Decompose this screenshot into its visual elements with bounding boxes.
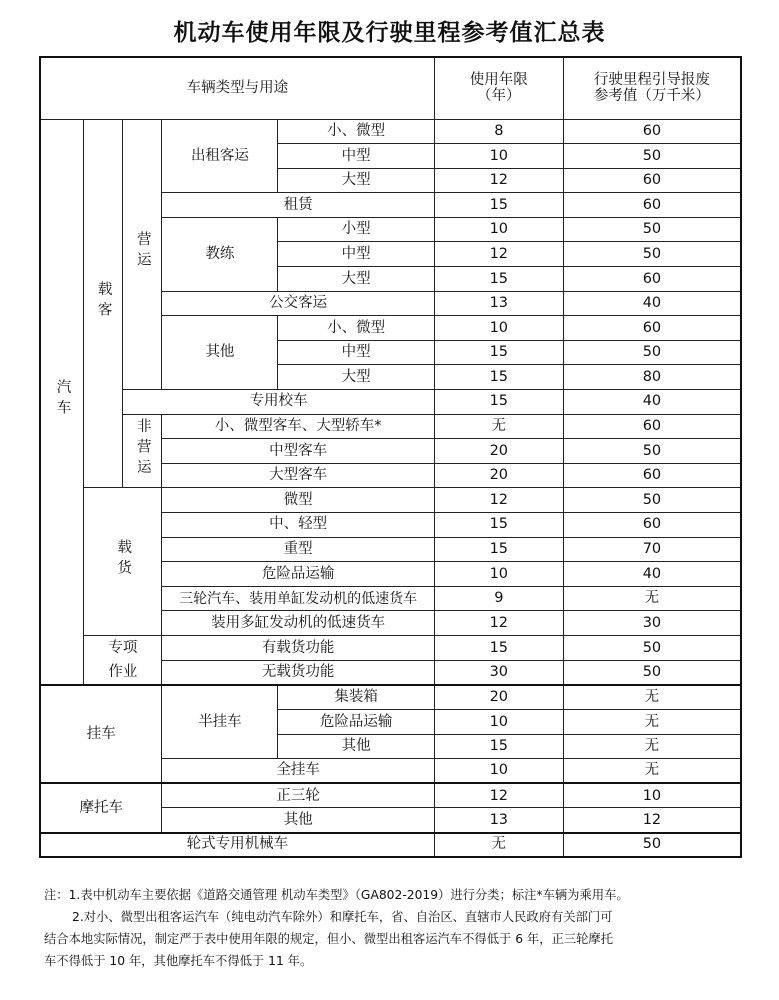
row-label: 中型: [278, 144, 434, 169]
row-label: 装用多缸发动机的低速货车: [162, 611, 434, 636]
table-row: [40, 685, 741, 710]
row-mileage: 10: [563, 783, 741, 808]
row-label: 轮式专用机械车: [40, 833, 434, 858]
row-mileage: 50: [563, 217, 741, 242]
row-label: 中型: [278, 340, 434, 365]
note-line: 结合本地实际情况，制定严于表中使用年限的规定，但小、微型出租客运汽车不得低于 6 年，正三轮摩托: [44, 932, 614, 946]
row-years: 10: [434, 759, 563, 784]
row-mileage: 50: [563, 439, 741, 464]
row-years: 10: [434, 562, 563, 587]
row-mileage: 60: [563, 414, 741, 439]
group-feiyingyun: 非营运: [123, 414, 162, 488]
row-mileage: 60: [563, 316, 741, 341]
row-mileage: 40: [563, 390, 741, 415]
note-line: 注：1.表中机动车主要依据《道路交通管理 机动车类型》（GA802-2019）进行分类；标注*车辆为乘用车。: [44, 888, 629, 902]
vehicle-table: [39, 56, 742, 858]
row-years: 15: [434, 537, 563, 562]
table-row: [40, 414, 741, 439]
row-label: 大型: [278, 168, 434, 193]
row-years: 10: [434, 316, 563, 341]
group-banguache: 半挂车: [162, 685, 278, 759]
group-zhuanxiang: 专项作业: [84, 635, 162, 685]
header-row: [40, 57, 741, 119]
table-row: [40, 635, 741, 660]
row-label: 无载货功能: [162, 660, 434, 685]
row-mileage: 无: [563, 759, 741, 784]
row-years: 15: [434, 734, 563, 759]
row-years: 无: [434, 833, 563, 858]
row-label: 中型客车: [162, 439, 434, 464]
row-label: 有载货功能: [162, 635, 434, 660]
row-mileage: 60: [563, 168, 741, 193]
row-mileage: 无: [563, 734, 741, 759]
row-label: 小、微型客车、大型轿车*: [162, 414, 434, 439]
row-label: 集装箱: [278, 685, 434, 710]
row-label: 专用校车: [123, 390, 434, 415]
table-row: [40, 488, 741, 513]
group-guache: 挂车: [40, 685, 162, 783]
row-label: 中、轻型: [162, 513, 434, 538]
row-years: 10: [434, 710, 563, 735]
row-mileage: 50: [563, 242, 741, 267]
header-mileage: 行驶里程引导报废 参考值（万千米）: [563, 57, 741, 119]
note-line: 2.对小、微型出租客运汽车（纯电动汽车除外）和摩托车，省、自治区、直辖市人民政府有关部门可: [72, 910, 613, 924]
row-years: 15: [434, 635, 563, 660]
table-row: [40, 783, 741, 808]
row-years: 20: [434, 463, 563, 488]
row-label: 其他: [162, 808, 434, 833]
row-years: 无: [434, 414, 563, 439]
row-years: 12: [434, 783, 563, 808]
row-label: 三轮汽车、装用单缸发动机的低速货车: [162, 586, 434, 611]
page-title: 机动车使用年限及行驶里程参考值汇总表: [173, 20, 606, 46]
row-mileage: 40: [563, 562, 741, 587]
header-type: 车辆类型与用途: [40, 57, 434, 119]
row-mileage: 无: [563, 586, 741, 611]
row-years: 20: [434, 439, 563, 464]
row-mileage: 80: [563, 365, 741, 390]
row-mileage: 60: [563, 267, 741, 292]
row-years: 15: [434, 390, 563, 415]
row-mileage: 60: [563, 193, 741, 218]
group-zaike: 载客: [84, 119, 123, 488]
row-mileage: 60: [563, 463, 741, 488]
row-years: 15: [434, 267, 563, 292]
row-years: 10: [434, 217, 563, 242]
row-years: 12: [434, 242, 563, 267]
row-label: 公交客运: [162, 291, 434, 316]
row-mileage: 30: [563, 611, 741, 636]
row-mileage: 70: [563, 537, 741, 562]
row-label: 危险品运输: [278, 710, 434, 735]
row-years: 15: [434, 513, 563, 538]
row-years: 12: [434, 611, 563, 636]
row-mileage: 50: [563, 340, 741, 365]
row-label: 小型: [278, 217, 434, 242]
row-years: 30: [434, 660, 563, 685]
row-label: 其他: [278, 734, 434, 759]
row-label: 微型: [162, 488, 434, 513]
row-mileage: 50: [563, 635, 741, 660]
row-years: 15: [434, 365, 563, 390]
row-mileage: 12: [563, 808, 741, 833]
row-mileage: 60: [563, 513, 741, 538]
row-years: 15: [434, 340, 563, 365]
row-label: 租赁: [162, 193, 434, 218]
row-years: 20: [434, 685, 563, 710]
group-motuo: 摩托车: [40, 783, 162, 832]
row-years: 12: [434, 488, 563, 513]
row-label: 重型: [162, 537, 434, 562]
row-mileage: 无: [563, 685, 741, 710]
group-zaihuo: 载货: [84, 488, 162, 636]
row-label: 全挂车: [162, 759, 434, 784]
table-row: [40, 119, 741, 144]
row-years: 13: [434, 291, 563, 316]
row-label: 小、微型: [278, 316, 434, 341]
row-mileage: 50: [563, 833, 741, 858]
table-row: [40, 390, 741, 415]
row-years: 9: [434, 586, 563, 611]
group-yingyun: 营运: [123, 119, 162, 390]
row-years: 8: [434, 119, 563, 144]
row-mileage: 60: [563, 119, 741, 144]
row-years: 13: [434, 808, 563, 833]
row-years: 12: [434, 168, 563, 193]
header-years: 使用年限 （年）: [434, 57, 563, 119]
row-label: 小、微型: [278, 119, 434, 144]
group-chuzu: 出租客运: [162, 119, 278, 193]
row-label: 大型: [278, 267, 434, 292]
row-mileage: 40: [563, 291, 741, 316]
row-mileage: 50: [563, 144, 741, 169]
row-label: 危险品运输: [162, 562, 434, 587]
row-label: 中型: [278, 242, 434, 267]
row-mileage: 无: [563, 710, 741, 735]
row-label: 大型: [278, 365, 434, 390]
row-label: 正三轮: [162, 783, 434, 808]
row-mileage: 50: [563, 488, 741, 513]
row-years: 10: [434, 144, 563, 169]
note-line: 车不得低于 10 年，其他摩托车不得低于 11 年。: [44, 954, 313, 968]
footnotes: [44, 884, 754, 972]
group-qita: 其他: [162, 316, 278, 390]
group-qiche: 汽车: [40, 119, 84, 685]
table-row: [40, 833, 741, 858]
group-jiaolian: 教练: [162, 217, 278, 291]
row-years: 15: [434, 193, 563, 218]
row-label: 大型客车: [162, 463, 434, 488]
row-mileage: 50: [563, 660, 741, 685]
